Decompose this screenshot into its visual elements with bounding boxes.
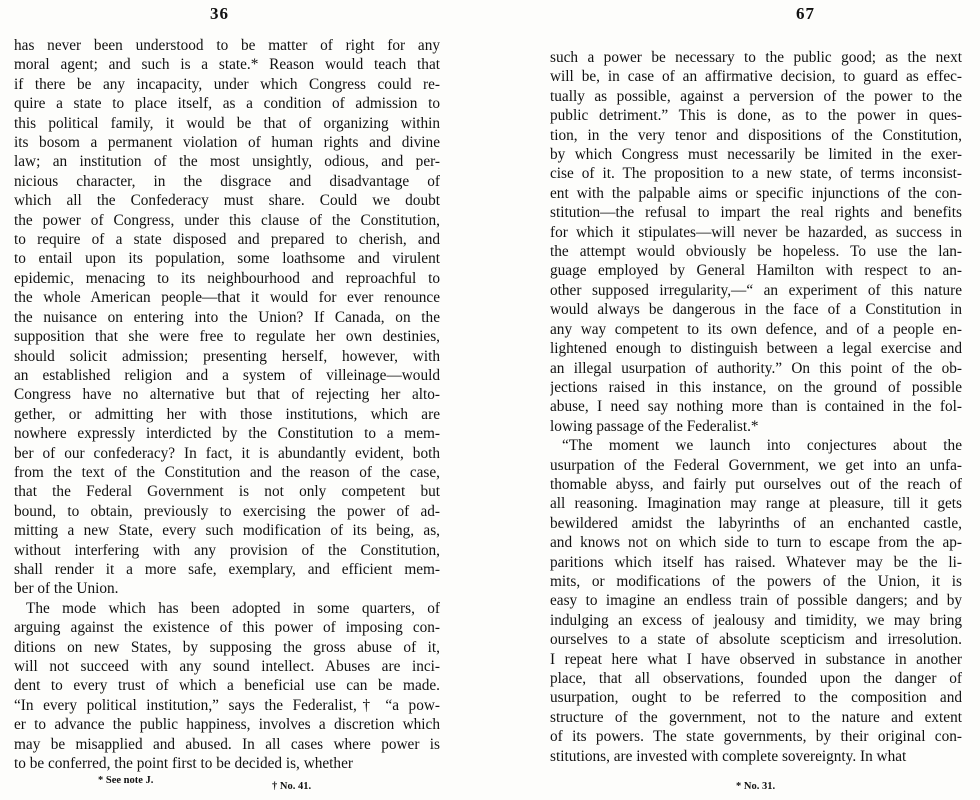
text-line: the nuisance on entering into the Union? If Canada, on the [14, 308, 440, 326]
text-line: The mode which has been adopted in some quarters, of [26, 599, 440, 617]
text-line: nicious character, in the disgrace and disadvantage of [14, 172, 440, 190]
text-line: arguing against the existence of this power of imposing con- [14, 619, 440, 637]
text-line: ber of our confederacy? In fact, it is abundantly evident, both [14, 444, 440, 462]
text-line: thomable abyss, and fairly put ourselves out of the reach of [550, 475, 962, 493]
text-line: from the text of the Constitution and the reason of the case, [14, 463, 440, 481]
text-line: stitutions, are invested with complete sovereignty. In what [550, 747, 907, 765]
text-line: should solicit admission; presenting herself, however, with [14, 347, 440, 365]
text-line: may be misapplied and abused. In all cases where power is [14, 735, 440, 753]
text-line: the attempt would obviously be hopeless. To use the lan- [550, 243, 962, 261]
text-line: the whole American people—that it would for ever renounce [14, 289, 440, 307]
text-line: would always be dangerous in the face of a Constitution in [550, 301, 962, 319]
text-line: to entail upon its population, some loathsome and virulent [14, 250, 440, 268]
right-page-number: 67 [796, 4, 815, 23]
text-line: tion, in the very tenor and dispositions of the Constitution, [550, 126, 962, 144]
text-line: if there be any incapacity, under which Congress could re- [14, 75, 440, 93]
text-line: public detriment.” This is done, as to the power in ques- [550, 107, 962, 125]
text-line: that the Federal Government is not only competent but [14, 483, 440, 501]
text-line: by which Congress must necessarily be limited in the exer- [550, 146, 962, 164]
text-line: “The moment we launch into conjectures about the [562, 437, 962, 455]
left-page-text [14, 36, 440, 773]
text-line: dent to every trust of which a beneficial use can be made. [14, 677, 440, 695]
text-line: supposition that she were free to regulate her own destinies, [14, 328, 440, 346]
text-line: will not succeed with any sound intellect. Abuses are inci- [14, 658, 440, 675]
text-line: nowhere expressly interdicted by the Constitution to a mem- [14, 425, 440, 443]
text-line: moral agent; and such is a state.* Reason would teach that [14, 56, 440, 74]
right-page-text [550, 48, 962, 766]
text-line: shall render it a more safe, exemplary, and efficient mem- [14, 560, 440, 578]
text-line: indulging an excess of jealousy and timidity, we may bring [550, 611, 962, 629]
text-line: epidemic, menacing to its neighbourhood and reproachful to [14, 269, 440, 287]
text-line: such a power be necessary to the public good; as the next [550, 49, 962, 66]
text-line: lightened enough to distinguish between a legal exercise and [550, 340, 962, 358]
text-line: Congress have no alternative but that of rejecting her alto- [14, 386, 440, 404]
text-line: any way competent to its own defence, and of a people en- [550, 320, 962, 338]
text-line: to require of a state disposed and prepared to cherish, and [14, 231, 440, 249]
text-line: paritions which itself has raised. Whatever may be the li- [550, 553, 962, 571]
text-line: this political family, it would be that of organizing within [14, 114, 440, 132]
text-line: and knows not on which side to turn to escape from the ap- [550, 534, 962, 552]
text-line: bewildered amidst the labyrinths of an enchanted castle, [550, 514, 962, 532]
text-line: law; an institution of the most unsightly, odious, and per- [14, 153, 440, 171]
text-line: tually as possible, against a perversion of the power to the [550, 87, 962, 105]
text-line: other supposed irregularity,—“ an experiment of this nature [550, 281, 962, 299]
text-line: quire a state to place itself, as a condition of admission to [14, 95, 440, 113]
text-line: for which it stipulates—will never be hazarded, as success in [550, 223, 962, 241]
text-line: ent with the palpable aims or specific injunctions of the con- [550, 184, 962, 202]
text-line: lowing passage of the Federalist.* [550, 417, 759, 435]
text-line: usurpation of the Federal Government, we get into an unfa- [550, 456, 962, 474]
text-line: jections raised in this instance, on the ground of possible [550, 378, 962, 396]
text-line: all reasoning. Imagination may range at pleasure, till it gets [550, 495, 962, 513]
text-line: ourselves to a state of absolute scepticism and irresolution. [550, 631, 962, 649]
text-line: guage employed by General Hamilton with respect to an- [550, 262, 962, 280]
text-line: without interfering with any provision of the Constitution, [14, 541, 440, 559]
text-line: place, that all observations, founded upon the danger of [550, 670, 962, 687]
left-footnote-1: * See note J. [98, 775, 154, 786]
text-line: mitting a new State, every such modification of its being, as, [14, 522, 440, 540]
text-line: structure of the government, not to the nature and extent [550, 708, 962, 726]
text-line: “In every political institution,” says the Federalist,† “a pow- [14, 696, 440, 714]
text-line: er to advance the public happiness, involves a discretion which [14, 716, 440, 734]
text-line: has never been understood to be matter of right for any [14, 37, 440, 54]
text-line: gether, or admitting her with those institutions, which are [14, 405, 440, 423]
text-line: the power of Congress, under this clause of the Constitution, [14, 211, 440, 229]
text-line: I repeat here what I have observed in substance in another [550, 650, 962, 668]
text-line: mits, or modifications of the powers of the Union, it is [550, 572, 962, 590]
text-line: will be, in case of an affirmative decision, to guard as effec- [550, 68, 962, 86]
text-line: stitution—the refusal to impart the real rights and benefits [550, 204, 962, 222]
text-line: easy to imagine an endless train of possible dangers; and by [550, 592, 962, 610]
text-line: ber of the Union. [14, 580, 119, 598]
right-footnote-1: * No. 31. [736, 781, 776, 792]
text-line: to be conferred, the point first to be decided is, whether [14, 755, 353, 773]
text-line: ditions on new States, by supposing the gross abuse of it, [14, 638, 440, 656]
text-line: usurpation, ought to be referred to the composition and [550, 689, 962, 707]
text-line: cise of it. The proposition to a new state, of terms inconsist- [550, 165, 962, 183]
left-footnote-2: † No. 41. [272, 781, 312, 792]
text-line: bound, to obtain, previously to exercising the power of ad- [14, 502, 440, 520]
text-line: an illegal usurpation of authority.” On this point of the ob- [550, 359, 962, 377]
text-line: which all the Confederacy must share. Could we doubt [14, 192, 440, 210]
text-line: an established religion and a system of villeinage—would [14, 366, 440, 384]
text-line: of its powers. The state governments, by their original con- [550, 728, 962, 746]
text-line: abuse, I need say nothing more than is contained in the fol- [550, 398, 962, 416]
text-line: its bosom a permanent violation of human rights and divine [14, 134, 440, 152]
left-page-number: 36 [210, 4, 229, 23]
